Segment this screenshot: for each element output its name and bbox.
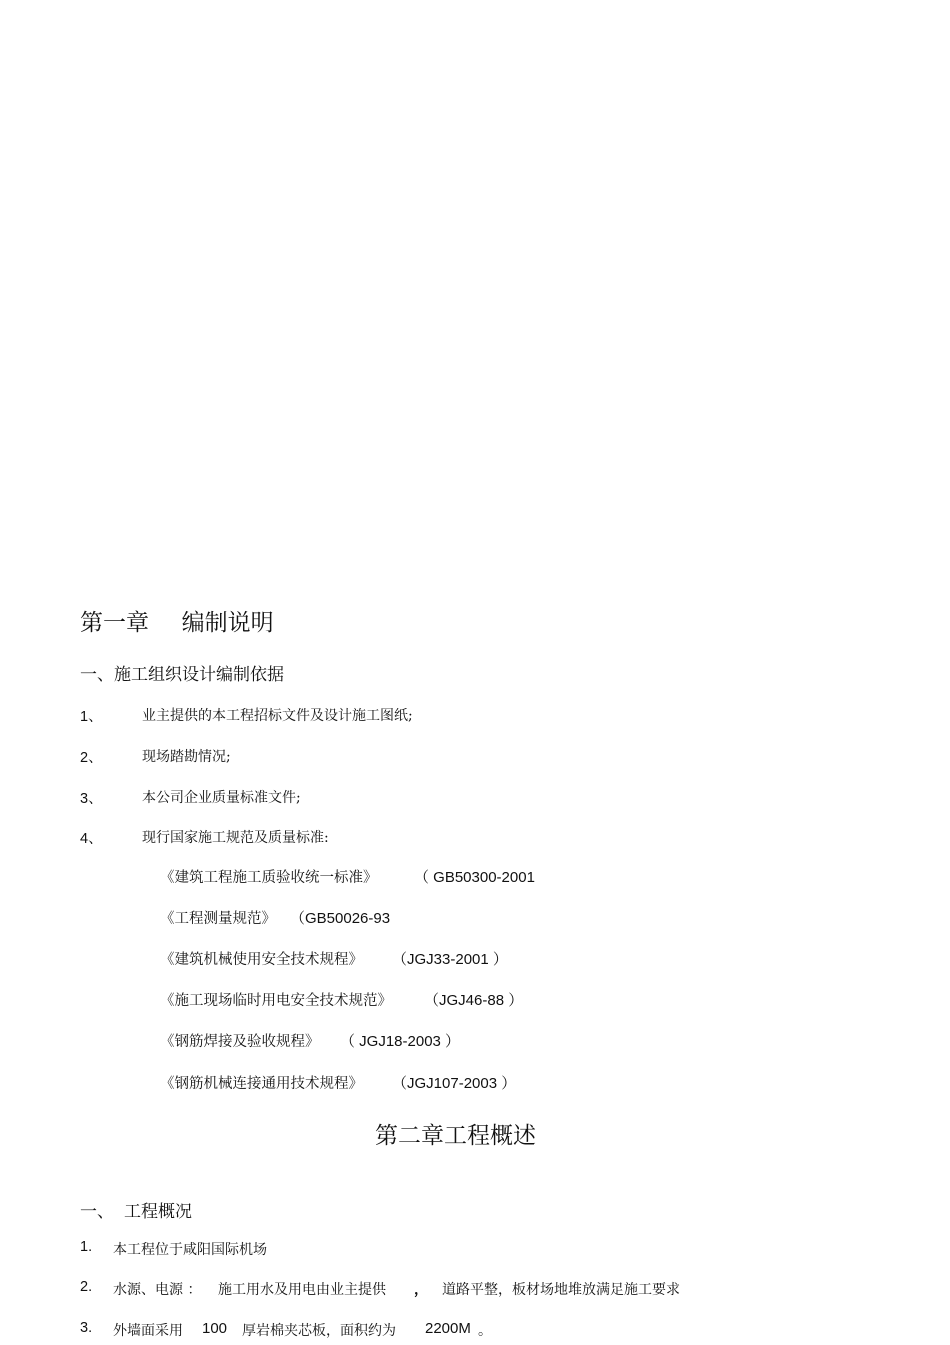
list-item-part: 施工用水及用电由业主提供 <box>218 1282 386 1298</box>
standard-code: （JGJ46-88 ） <box>424 992 524 1009</box>
list-item-part: 100 <box>202 1320 228 1337</box>
chapter1-title: 编制说明 <box>181 610 274 636</box>
list-number: 1、 <box>80 709 103 725</box>
list-item-part: 。 <box>478 1323 492 1339</box>
standard-name: 《工程测量规范》 <box>160 911 276 927</box>
standard-code: （ JGJ18-2003 ） <box>340 1033 461 1050</box>
standard-name: 《施工现场临时用电安全技术规范》 <box>160 993 392 1009</box>
list-item-part: 道路平整，板材场地堆放满足施工要求 <box>442 1282 680 1298</box>
chapter1-prefix: 第一章 <box>80 610 149 636</box>
list-item-part: ， <box>414 1282 428 1298</box>
list-item: 本公司企业质量标准文件; <box>142 790 301 806</box>
standard-name: 《建筑工程施工质验收统一标准》 <box>160 870 378 886</box>
list-number: 3. <box>80 1320 93 1336</box>
standard-code: （JGJ33-2001 ） <box>392 951 508 968</box>
section-number: 一、 <box>80 1202 114 1222</box>
standard-name: 《建筑机械使用安全技术规程》 <box>160 952 363 968</box>
standard-code: （JGJ107-2003 ） <box>392 1075 517 1092</box>
standard-code: （ GB50300-2001 <box>414 869 535 886</box>
list-item: 业主提供的本工程招标文件及设计施工图纸; <box>142 708 413 724</box>
chapter2-heading: 第二章工程概述 <box>375 1123 536 1149</box>
standard-code: （GB50026-93 <box>290 910 391 927</box>
section-heading-basis: 一、施工组织设计编制依据 <box>80 665 284 685</box>
list-number: 4、 <box>80 831 103 847</box>
list-item: 本工程位于咸阳国际机场 <box>113 1242 267 1258</box>
chapter1-heading <box>80 604 274 637</box>
list-item-part: 外墙面采用 <box>113 1323 183 1339</box>
list-item-part: 水源、电源 ： <box>113 1282 202 1298</box>
list-number: 3、 <box>80 791 103 807</box>
list-number: 1. <box>80 1239 93 1255</box>
standard-name: 《钢筋机械连接通用技术规程》 <box>160 1076 363 1092</box>
section-heading-overview <box>80 1197 192 1222</box>
list-number: 2、 <box>80 750 103 766</box>
section-title: 工程概况 <box>124 1202 192 1222</box>
standard-name: 《钢筋焊接及验收规程》 <box>160 1034 320 1050</box>
list-number: 2. <box>80 1279 93 1295</box>
list-item: 现场踏勘情况; <box>142 749 231 765</box>
list-item-part: 厚岩棉夹芯板，面积约为 <box>242 1323 396 1339</box>
list-item: 现行国家施工规范及质量标准: <box>142 830 329 846</box>
list-item-part: 2200M <box>425 1320 471 1337</box>
